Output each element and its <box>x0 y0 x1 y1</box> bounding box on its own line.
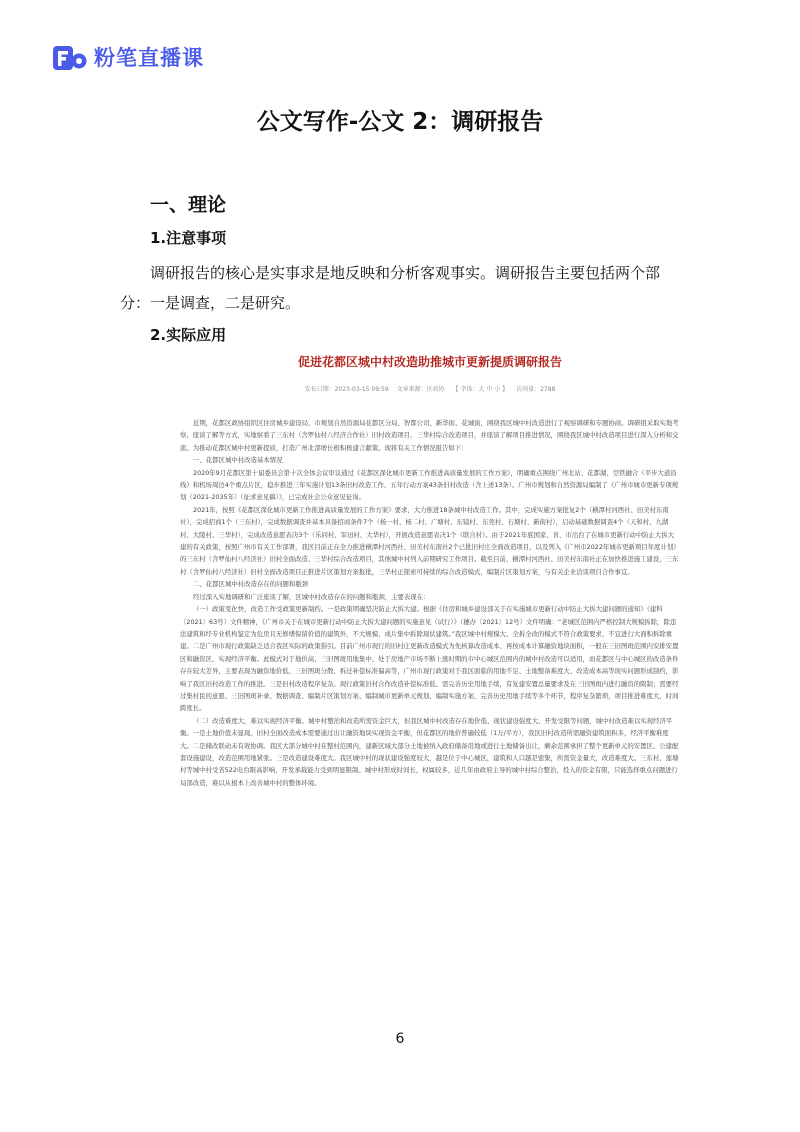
article-paragraph: （一）政策变化快，改造工作受政策更新制约。一是政策明确坚决防止大拆大建。根据《住房和城乡建设部关于在实施城市更新行动中防止大拆大建问题的通知》（建科〔2021〕63号）文件精神，《广州市关于在城市更新行动中防止大拆大建问题的实施意见（试行）》（穗办〔2021〕12号）文件明确：“老城区范围内严格控制大规模拆除，除违法建筑和经专业机构鉴定为危房且无修缮保留价值的建筑外，不大规模、成片集中拆除现状建筑。”我区城中村规模大、全拆全改的模式不符合政策要求，不宜进行大面积拆除重建。二是广州市现行政策缺乏适合我区实际的政策指引。目前广州市现行的旧村庄更新改造模式为先核算改造成本、再按成本计算融资地块面积，一般在三旧图斑范围内安排安置区和融资区，实现经济平衡。此模式对于地价高、三旧图斑用地集中、处于房地产市场不断上涨时期的市中心城区范围内的城中村改造可以适用，而花都区与中心城区的改造条件存在较大差异，主要表现为融资地价低、三旧图斑分散、拆迁补偿标准偏高等，广州市现行政策对于我区面临的用地不足、土地整备难度大、改造成本高等现实问题形成制约，影响了我区旧村改造工作的推进。三是旧村改造程序复杂。现行政策旧村合作改造补偿标准低、需完善历史用地手续，有复建安置总量要求及在三旧图斑内进行融资的限制；需要经过集村民的意愿、三旧图斑补录、数据调查、编制片区策划方案、编制城市更新单元规划、编制实施方案、完善历史用地手续等多个环节，程序复杂繁琐，项目推进难度大，时间跨度长。 <box>180 605 679 713</box>
section-heading-theory: 一、理论 <box>150 194 227 216</box>
brand-logo <box>52 40 204 74</box>
article-meta <box>150 384 710 393</box>
document-title: 公文写作-公文 2：调研报告 <box>256 109 544 135</box>
body-paragraph: 调研报告的核心是实事求是地反映和分析客观事实。调研报告主要包括两个部分：一是调查，二是研究。 <box>120 264 661 312</box>
subheading-notes: 1.注意事项 <box>150 229 227 247</box>
fenbi-logo-icon <box>52 42 88 72</box>
view-count: 访问量：2788 <box>516 386 556 393</box>
article-paragraph: 2020年9月花都区第十届委员会第十次全体会议审议通过《花都区深化城市更新工作推进高质量发展的工作方案》，明确重点围绕广州北站、花都湖、空铁融合（平步大道沿线）和机场周边4个重点片区，稳步推进三年实施计划13条旧村改造工作、五年行动方案43条旧村改造（含上述13条）。广州市规划和自然资源局编制了《广州市城市更新专项规划（2021-2035年）（征求意见稿）》，已完成社会公众意见征询。 <box>180 468 679 502</box>
article-paragraph: （二）改造难度大，难以实现经济平衡。城中村整治和改造所需资金巨大，但我区城中村改造存在地价低、现状建设强度大、开发受限等问题，城中村改造难以实现经济平衡。一是土地价值未显现。旧村全面改造成本需要通过出让融资地块实现资金平衡，但花都区的地价普遍较低（1万/平方），我区旧村改造所需融资建筑面积多，经济平衡难度大。二是储改联动未有效协调。我区大部分城中村在整村范围内，建新区域大部分土地被纳入政府储备用地或进行土地储备出让，剩余范围承担了整个更新单元的安置区、公建配套设施建设，改造范围用地紧张。三是改造建设难度大。我区城中村的现状建设强度较大，越是位于中心城区，建筑和人口越是密集，所需资金量大，改造难度大。三东村、莲塘村等城中村受省522电台限高影响，开发承载能力受到明显限制。城中村形成时间长，权属较多，近几年由政府主导的城中村综合整治，投入的资金有限，只能选择重点问题进行局部改造，难以从根本上改善城中村的整体环境。 <box>180 716 679 787</box>
article-paragraph: 二、花都区城中村改造存在的问题和瓶颈 <box>193 580 309 589</box>
article-paragraph: 近期，花都区政协组织区住房城乡建设局、市规划自然资源局花都区分局、智都公司、新华街、花城街，围绕我区城中村改造进行了视察调研和专题协商。调研组采取实地考察、座谈了解等方式，实地察看了三东村（含罗仙村八经济合作社）旧村改造项目、三华村综合改造项目，并座谈了解项目推进情况，围绕我区城中村改造项目进行深入分析和交流。为推动花都区城中村更新提质，打造广州北部增长极积极建言献策。现将有关工作情况报告如下： <box>180 419 679 452</box>
article-paragraph: 2021年，按照《花都区深化城市更新工作推进高质量发展的工作方案》要求，大力推进18条城中村改造工作。其中，完成实施方案批复2个（横潭村河西社、田美村东南社），完成招商1个（三东村），完成数据调查并基本具备招商条件7个（杨一村、杨二村、广塘村、东镜村、东莞村、石塘村、新街村），启动基础数据调查4个（天和村、九湖村、大陵村、三华村），完成改造意愿表决3个（乐同村、军田村、大华村），开展改造意愿表决1个（联合村）。由于2021年底国家、省、市出台了在城市更新行动中防止大拆大建的有关政策，按照广州市有关工作部署，我区目前正在全力推进横潭村河西社、田美村东南社2个已批旧村庄全面改造项目，以及列入《广州市2022年城市更新项目年度计划》的三东村（含罗仙村八经济社）旧村全面改造、三华村综合改造项目，其他城中村列入前期研究工作项目。截至目前，横潭村河西社、田美村东南社正在加快推进施工建设，三东村（含罗仙村八经济社）旧村全面改造项目正推进片区策划方案报批，三华村正探索可持续的综合改造模式，编制片区策划方案，与有关企业洽谈项目合作事宜。 <box>180 505 680 576</box>
font-size-switch[interactable]: 【 字体：大 中 小 】 <box>452 386 509 393</box>
embedded-article-screenshot <box>150 345 710 787</box>
brand-name: 粉笔直播课 <box>94 46 204 70</box>
publish-date: 发布日期：2023-03-15 09:59 <box>304 386 389 393</box>
subheading-application: 2.实际应用 <box>150 326 227 344</box>
article-paragraph: 经过深入实地调研和广泛座谈了解，区城中村改造存在的问题和瓶颈，主要表现在： <box>193 592 430 601</box>
article-source: 文章来源：区政协 <box>396 386 445 393</box>
article-title: 促进花都区城中村改造助推城市更新提质调研报告 <box>297 355 562 369</box>
article-body <box>180 417 680 789</box>
page-number: 6 <box>395 1031 405 1047</box>
article-paragraph: 一、花都区城中村改造基本情况 <box>193 456 283 465</box>
